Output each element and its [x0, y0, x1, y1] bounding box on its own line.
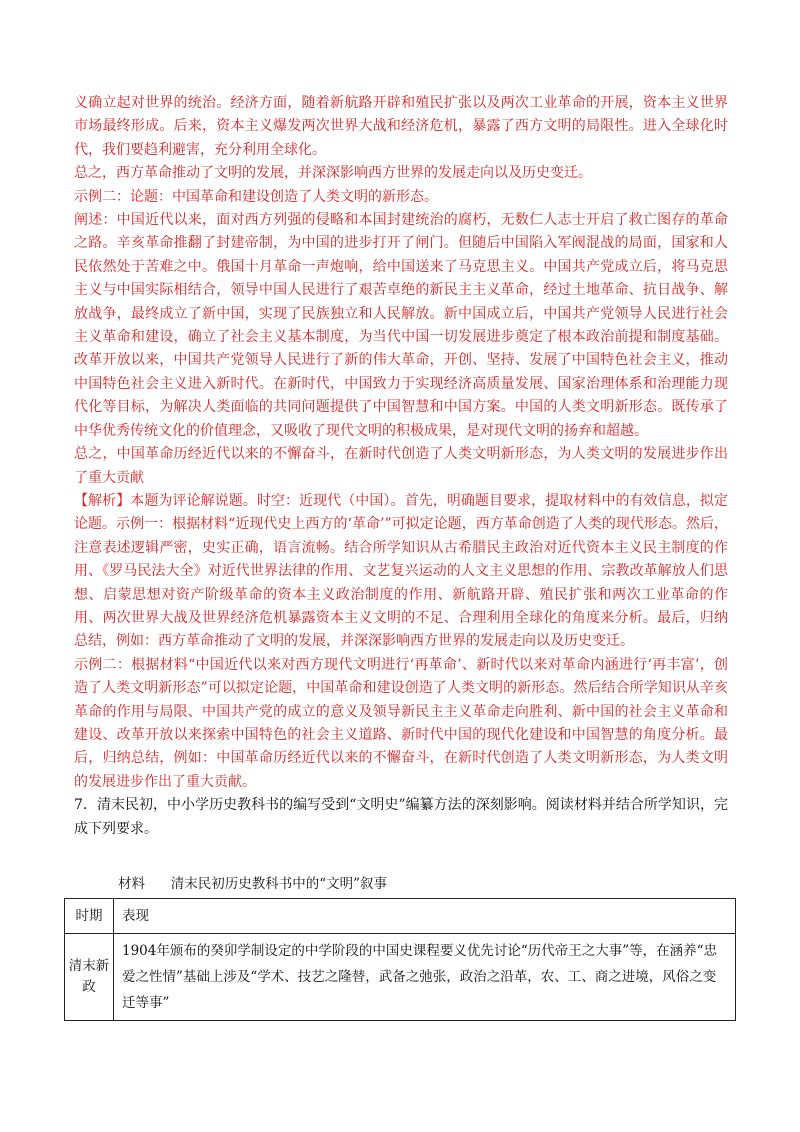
paragraph-analysis-example-two: 示例二：根据材料“中国近代以来对西方现代文明进行‘再革命’、新时代以来对革命内涵进行‘再丰富’，创造了人类文明新形态”可以拟定论题，中国革命和建设创造了人类文明的新形态。然后结合所学知识从辛亥革命的作用与局限、中国共产党的成立的意义及领导新民主主义革命走向胜利、新中国的社会主义革命和建设、改革开放以来探索中国特色的社会主义道路、新时代中国的现代化建设和中国智慧的角度分析。最后，归纳总结，例如：中国革命历经近代以来的不懈奋斗，在新时代创造了人类文明新形态，为人类文明的发展进步作出了重大贡献。	[74, 656, 728, 790]
paragraph-summary-one: 总之，西方革命推动了文明的发展，并深深影响西方世界的发展走向以及历史变迁。	[74, 165, 592, 182]
material-label: 材料	[118, 876, 145, 892]
material-caption	[118, 872, 387, 892]
table-row	[65, 934, 736, 1021]
paragraph-elaboration: 阐述：中国近代以来，面对西方列强的侵略和本国封建统治的腐朽，无数仁人志士开启了救亡图存的革命之路。辛亥革命推翻了封建帝制，为中国的进步打开了闸门。但随后中国陷入军阀混战的局面，国家和人民依然处于苦难之中。俄国十月革命一声炮响，给中国送来了马克思主义。中国共产党成立后，将马克思主义与中国实际相结合，领导中国人民进行了艰苦卓绝的新民主主义革命，经过土地革命、抗日战争、解放战争，最终成立了新中国，实现了民族独立和人民解放。新中国成立后，中国共产党领导人民进行社会主义革命和建设，确立了社会主义基本制度，为当代中国一切发展进步奠定了根本政治前提和制度基础。改革开放以来，中国共产党领导人民进行了新的伟大革命，开创、坚持、发展了中国特色社会主义，推动中国特色社会主义进入新时代。在新时代，中国致力于实现经济高质量发展、国家治理体系和治理能力现代化等目标，为解决人类面临的共同问题提供了中国智慧和中国方案。中国的人类文明新形态。既传承了中华优秀传统文化的价值理念，又吸收了现代文明的积极成果，是对现代文明的扬弃和超越。	[74, 212, 728, 439]
row-content: 1904年颁布的癸卯学制设定的中学阶段的中国史课程要义优先讨论“历代帝王之大事”等，在涵养“忠爱之性情”基础上涉及“学术、技艺之隆替，武备之弛张，政治之沿革，农、工、商之进境，风俗之变迁等事”	[114, 934, 736, 1021]
table-header-row	[65, 899, 736, 934]
header-content: 表现	[114, 899, 736, 934]
material-title: 清末民初历史教科书中的“文明”叙事	[170, 876, 388, 892]
answer-content	[74, 92, 728, 841]
paragraph-analysis: 【解析】本题为评论解说题。时空：近现代（中国）。首先，明确题目要求，提取材料中的有效信息，拟定论题。示例一：根据材料“近现代史上西方的‘革命’”可拟定论题，西方革命创造了人类的现代形态。然后，注意表述逻辑严密，史实正确，语言流畅。结合所学知识从古希腊民主政治对近代资本主义民主制度的作用、《罗马民法大全》对近代世界法律的作用、文艺复兴运动的人文主义思想的作用、宗教改革解放人们思想、启蒙思想对资产阶级革命的资本主义政治制度的作用、新航路开辟、殖民扩张和两次工业革命的作用、两次世界大战及世界经济危机暴露资本主义文明的不足、合理利用全球化的角度来分析。最后，归纳总结，例如：西方革命推动了文明的发展，并深深影响西方世界的发展走向以及历史变迁。	[74, 492, 728, 650]
row-period: 清末新政	[65, 934, 114, 1021]
paragraph-example-two-thesis: 示例二：论题：中国革命和建设创造了人类文明的新形态。	[74, 188, 438, 205]
header-period: 时期	[65, 899, 114, 934]
paragraph-globalization: 义确立起对世界的统治。经济方面，随着新航路开辟和殖民扩张以及两次工业革命的开展，资本主义世界市场最终形成。后来，资本主义爆发两次世界大战和经济危机，暴露了西方文明的局限性。进入全球化时代，我们要趋利避害，充分利用全球化。	[74, 95, 728, 158]
paragraph-summary-two: 总之，中国革命历经近代以来的不懈奋斗，在新时代创造了人类文明新形态，为人类文明的发展进步作出了重大贡献	[74, 446, 728, 486]
material-table	[64, 898, 736, 1021]
question-7: 7．清末民初，中小学历史教科书的编写受到“文明史”编纂方法的深刻影响。阅读材料并结合所学知识，完成下列要求。	[74, 797, 728, 837]
